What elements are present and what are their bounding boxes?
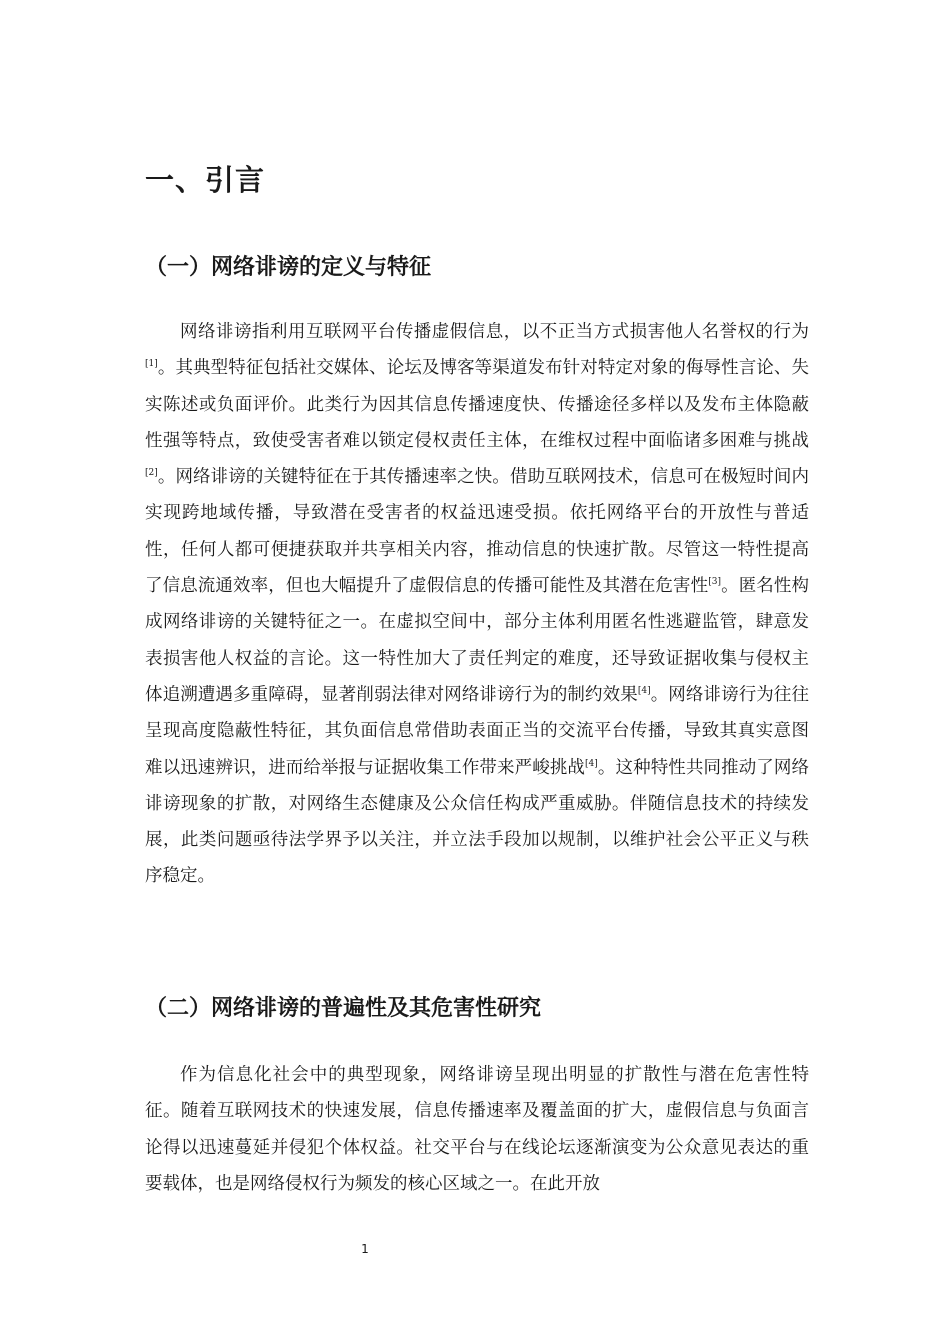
citation-ref: [4]	[637, 686, 651, 697]
paragraph-text: 网络诽谤指利用互联网平台传播虚假信息，以不正当方式损害他人名誉权的行为	[180, 322, 809, 342]
citation-ref: [1]	[145, 359, 158, 370]
chapter-heading: 一、引言	[145, 163, 266, 197]
section-heading-definition: （一）网络诽谤的定义与特征	[145, 255, 432, 280]
paragraph-text: 。其典型特征包括社交媒体、论坛及博客等渠道发布针对特定对象的侮辱性言论、失实陈述或负面评价。此类行为因其信息传播速度快、传播途径多样以及发布主体隐蔽性强等特点，致使受害者难以锁定侵权责任主体，在维权过程中面临诸多困难与挑战	[145, 358, 809, 451]
page-number: 1	[361, 1242, 369, 1256]
citation-ref: [3]	[708, 577, 721, 588]
citation-ref: [2]	[145, 468, 158, 479]
paragraph-text: 。匿名性构成网络诽谤的关键特征之一。在虚拟空间中，部分主体利用匿名性逃避监管，肆意发表损害他人权益的言论。这一特性加大了责任判定的难度，还导致证据收集与侵权主体追溯遭遇多重障碍，显著削弱法律对网络诽谤行为的制约效果	[145, 576, 810, 705]
section-heading-prevalence: （二）网络诽谤的普遍性及其危害性研究	[145, 996, 542, 1021]
citation-ref: [4]	[585, 758, 598, 769]
paragraph-text: 。这种特性共同推动了网络诽谤现象的扩散，对网络生态健康及公众信任构成严重威胁。伴随信息技术的持续发展，此类问题亟待法学界予以关注，并立法手段加以规制，以维护社会公平正义与秩序稳定。	[145, 757, 810, 887]
definition-paragraph	[145, 314, 809, 895]
paragraph-text: 。网络诽谤的关键特征在于其传播速率之快。借助互联网技术，信息可在极短时间内实现跨地域传播，导致潜在受害者的权益迅速受损。依托网络平台的开放性与普适性，任何人都可便捷获取并共享相关内容，推动信息的快速扩散。尽管这一特性提高了信息流通效率，但也大幅提升了虚假信息的传播可能性及其潜在危害性	[145, 467, 809, 597]
prevalence-paragraph: 作为信息化社会中的典型现象，网络诽谤呈现出明显的扩散性与潜在危害性特征。随着互联网技术的快速发展，信息传播速率及覆盖面的扩大，虚假信息与负面言论得以迅速蔓延并侵犯个体权益。社交平台与在线论坛逐渐演变为公众意见表达的重要载体，也是网络侵权行为频发的核心区域之一。在此开放	[145, 1065, 809, 1194]
paragraph-text: 。网络诽谤行为往往呈现高度隐蔽性特征，其负面信息常借助表面正当的交流平台传播，导致其真实意图难以迅速辨识，进而给举报与证据收集工作带来严峻挑战	[145, 684, 810, 778]
